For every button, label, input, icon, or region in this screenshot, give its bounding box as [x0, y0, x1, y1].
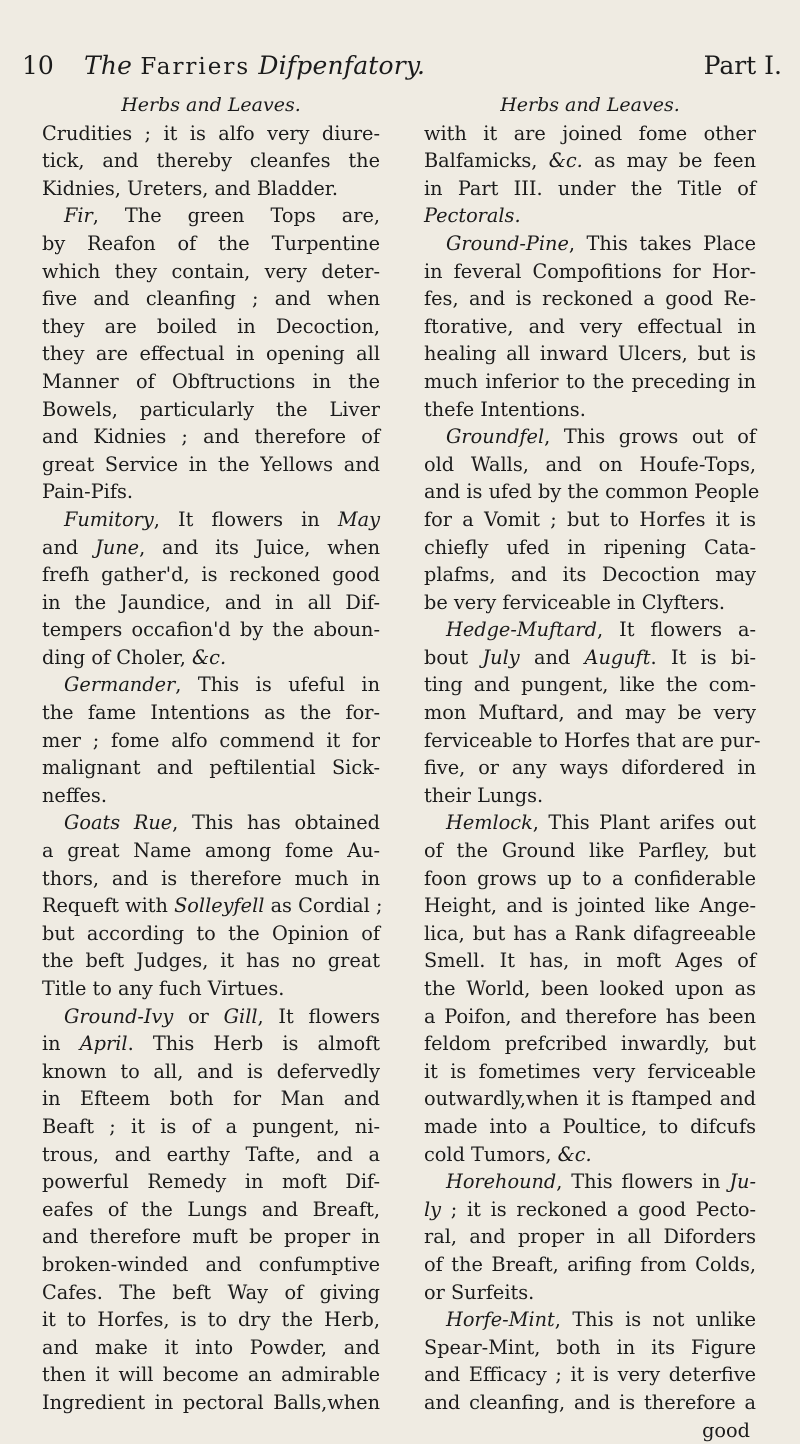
text-line: they are effectual in opening all — [42, 340, 380, 368]
text-line: Title to any fuch Virtues. — [42, 975, 380, 1003]
text-line: which they contain, very deter- — [42, 258, 380, 286]
text-line: a great Name among fome Au- — [42, 837, 380, 865]
text-line: eafes of the Lungs and Breaft, — [42, 1196, 380, 1224]
text-line: tick, and thereby cleanfes the — [42, 147, 380, 175]
text-line: made into a Poultice, to difcufs — [424, 1113, 756, 1141]
text-line: cold Tumors, &c. — [424, 1141, 756, 1169]
text-line: and make it into Powder, and — [42, 1334, 380, 1362]
text-line: Pectorals. — [424, 202, 756, 230]
text-line: and June, and its Juice, when — [42, 534, 380, 562]
text-line: and therefore muft be proper in — [42, 1223, 380, 1251]
text-line: Cafes. The beft Way of giving — [42, 1279, 380, 1307]
text-line: it to Horfes, is to dry the Herb, — [42, 1306, 380, 1334]
text-line: frefh gather'd, is reckoned good — [42, 561, 380, 589]
text-line: Fumitory, It flowers in May — [42, 506, 380, 534]
text-line: by Reafon of the Turpentine — [42, 230, 380, 258]
text-line: in Part III. under the Title of — [424, 175, 756, 203]
text-line: but according to the Opinion of — [42, 920, 380, 948]
text-line: malignant and peftilential Sick- — [42, 754, 380, 782]
left-column — [42, 92, 380, 1417]
running-title — [84, 46, 425, 87]
text-line: Goats Rue, This has obtained — [42, 809, 380, 837]
text-line: and cleanfing, and is therefore a — [424, 1389, 756, 1417]
text-line: in April. This Herb is almoft — [42, 1030, 380, 1058]
text-line: Spear-Mint, both in its Figure — [424, 1334, 756, 1362]
text-line: or Surfeits. — [424, 1279, 756, 1307]
text-line: good — [424, 1417, 756, 1444]
text-line: of the Breaft, arifing from Colds, — [424, 1251, 756, 1279]
text-line: known to all, and is defervedly — [42, 1058, 380, 1086]
right-column — [424, 92, 756, 1444]
text-line: Smell. It has, in moft Ages of — [424, 947, 756, 975]
text-line: of the Ground like Parfley, but — [424, 837, 756, 865]
text-line: much inferior to the preceding in — [424, 368, 756, 396]
running-header — [22, 46, 782, 86]
text-line: chiefly ufed in ripening Cata- — [424, 534, 756, 562]
text-line: Requeft with Solleyfell as Cordial ; — [42, 892, 380, 920]
text-line: be very ferviceable in Clyfters. — [424, 589, 756, 617]
text-line: feldom prefcribed inwardly, but — [424, 1030, 756, 1058]
text-line: Pain-Pifs. — [42, 478, 380, 506]
text-line: the fame Intentions as the for- — [42, 699, 380, 727]
text-line: mer ; fome alfo commend it for — [42, 727, 380, 755]
text-line: foon grows up to a confiderable — [424, 865, 756, 893]
text-line: lica, but has a Rank difagreeable — [424, 920, 756, 948]
text-line: neffes. — [42, 782, 380, 810]
text-line: Groundfel, This grows out of — [424, 423, 756, 451]
text-line: and Efficacy ; it is very deterfive — [424, 1361, 756, 1389]
text-line: outwardly,when it is ftamped and — [424, 1085, 756, 1113]
text-line: Horehound, This flowers in Ju- — [424, 1168, 756, 1196]
text-line: old Walls, and on Houfe-Tops, — [424, 451, 756, 479]
text-line: their Lungs. — [424, 782, 756, 810]
text-line: mon Muftard, and may be very — [424, 699, 756, 727]
text-line: trous, and earthy Tafte, and a — [42, 1141, 380, 1169]
text-line: and Kidnies ; and therefore of — [42, 423, 380, 451]
text-line: they are boiled in Decoction, — [42, 313, 380, 341]
text-line: tempers occafion'd by the aboun- — [42, 616, 380, 644]
text-line: Hedge-Muftard, It flowers a- — [424, 616, 756, 644]
text-line: five, or any ways difordered in — [424, 754, 756, 782]
text-line: bout July and Auguft. It is bi- — [424, 644, 756, 672]
text-line: five and cleanfing ; and when — [42, 285, 380, 313]
text-line: plafms, and its Decoction may — [424, 561, 756, 589]
text-line: fes, and is reckoned a good Re- — [424, 285, 756, 313]
text-line: thefe Intentions. — [424, 396, 756, 424]
text-line: broken-winded and confumptive — [42, 1251, 380, 1279]
text-line: Crudities ; it is alfo very diure- — [42, 120, 380, 148]
text-line: great Service in the Yellows and — [42, 451, 380, 479]
text-line: Beaft ; it is of a pungent, ni- — [42, 1113, 380, 1141]
text-line: Ingredient in pectoral Balls,when — [42, 1389, 380, 1417]
text-line: the beft Judges, it has no great — [42, 947, 380, 975]
text-line: Germander, This is ufeful in — [42, 671, 380, 699]
text-line: and is ufed by the common People — [424, 478, 756, 506]
text-line: ting and pungent, like the com- — [424, 671, 756, 699]
left-column-body — [42, 120, 380, 1417]
text-line: Horfe-Mint, This is not unlike — [424, 1306, 756, 1334]
text-line: ly ; it is reckoned a good Pecto- — [424, 1196, 756, 1224]
text-line: powerful Remedy in moft Dif- — [42, 1168, 380, 1196]
title-farriers: Farriers — [140, 54, 250, 80]
text-line: with it are joined fome other — [424, 120, 756, 148]
text-line: in Efteem both for Man and — [42, 1085, 380, 1113]
text-line: ftorative, and very effectual in — [424, 313, 756, 341]
text-line: Hemlock, This Plant arifes out — [424, 809, 756, 837]
text-line: for a Vomit ; but to Horfes it is — [424, 506, 756, 534]
text-line: the World, been looked upon as — [424, 975, 756, 1003]
right-column-heading: Herbs and Leaves. — [424, 92, 756, 120]
text-line: Fir, The green Tops are, — [42, 202, 380, 230]
text-line: ding of Choler, &c. — [42, 644, 380, 672]
text-line: a Poifon, and therefore has been — [424, 1003, 756, 1031]
text-line: thors, and is therefore much in — [42, 865, 380, 893]
text-line: Height, and is jointed like Ange- — [424, 892, 756, 920]
right-column-body — [424, 120, 756, 1444]
text-line: healing all inward Ulcers, but is — [424, 340, 756, 368]
text-line: it is fometimes very ferviceable — [424, 1058, 756, 1086]
left-column-heading: Herbs and Leaves. — [42, 92, 380, 120]
text-line: Ground-Ivy or Gill, It flowers — [42, 1003, 380, 1031]
page-number: 10 — [22, 46, 54, 86]
text-line: Kidnies, Ureters, and Bladder. — [42, 175, 380, 203]
title-the: The — [84, 51, 132, 80]
title-dispensatory: Difpenfatory. — [258, 51, 425, 80]
text-line: ral, and proper in all Diforders — [424, 1223, 756, 1251]
text-line: Bowels, particularly the Liver — [42, 396, 380, 424]
text-line: ferviceable to Horfes that are pur- — [424, 727, 756, 755]
text-line: then it will become an admirable — [42, 1361, 380, 1389]
part-label: Part I. — [704, 46, 782, 86]
text-line: Balfamicks, &c. as may be feen — [424, 147, 756, 175]
text-line: in feveral Compofitions for Hor- — [424, 258, 756, 286]
text-line: Manner of Obftructions in the — [42, 368, 380, 396]
text-line: in the Jaundice, and in all Dif- — [42, 589, 380, 617]
text-line: Ground-Pine, This takes Place — [424, 230, 756, 258]
